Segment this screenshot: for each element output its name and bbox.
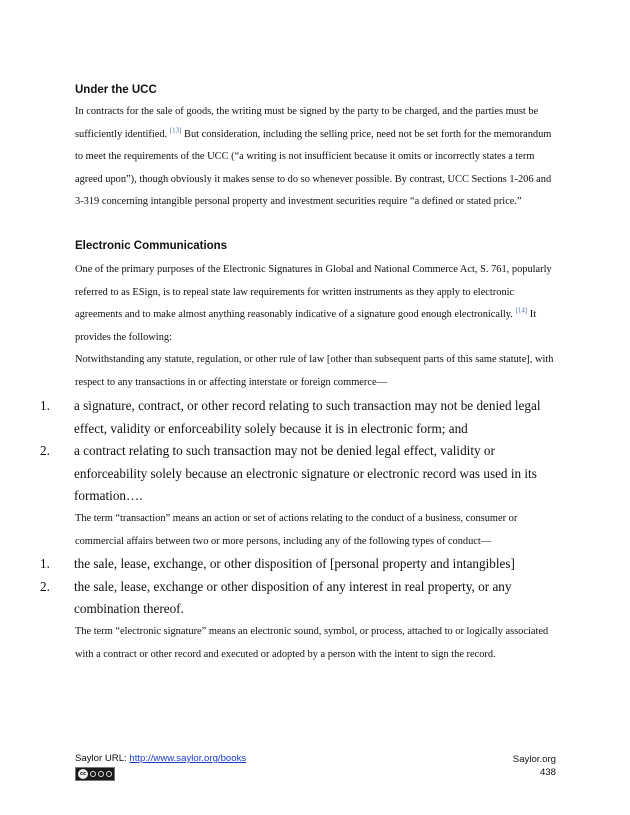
list-text: the sale, lease, exchange or other disposition of any interest in real property, or any combination thereof. (74, 578, 512, 616)
paragraph-ucc-text-b: But consideration, including the selling price, need not be set forth for the memorandum to meet the requirements of the UCC (“a writing is not insufficient because it omits or incorrectly states a term agreed upon”), though obviously it makes sense to do so whenever possible. By contrast, UCC Sections 1-206 and 3-319 concerning intangible personal property and investment securities require “a defined or stated price.” (75, 128, 552, 207)
list-number: 2. (40, 443, 50, 458)
paragraph-statute-intro: Notwithstanding any statute, regulation, or other rule of law [other than subsequent parts of this same statute], with respect to any transactions in or affecting interstate or foreign commerce— (75, 354, 554, 388)
list-item (40, 395, 560, 440)
section-heading-ucc: Under the UCC (75, 84, 157, 96)
footer-url-label: Saylor URL: (75, 753, 130, 764)
list-item (40, 440, 560, 508)
list-item (40, 553, 560, 576)
footnote-ref-13[interactable]: [13] (169, 126, 182, 135)
list-text: a signature, contract, or other record relating to such transaction may not be denied legal effect, validity or enforceability solely because it is in electronic form; and (74, 398, 541, 436)
statute-list-1 (40, 395, 560, 508)
paragraph-esign-text-a: One of the primary purposes of the Electronic Signatures in Global and National Commerce Act, S. 761, popularly referred to as ESign, is to repeal state law requirements for written instruments as they apply to electronic agreements and to make almost anything reasonably indicative of a signature good enough electronically. (75, 264, 552, 320)
paragraph-esignature-definition: The term “electronic signature” means an electronic sound, symbol, or process, attached to or logically associated with a contract or other record and executed or adopted by a person with the intent to sign the record. (75, 626, 549, 660)
paragraph-esign-text-b: It provides the following: (75, 309, 537, 343)
list-number: 1. (40, 556, 50, 571)
by-icon (90, 771, 96, 777)
footer-site: Saylor.org (512, 754, 556, 765)
paragraph-ucc (75, 101, 560, 214)
footer-right (513, 753, 556, 779)
list-text: the sale, lease, exchange, or other disposition of [personal property and intangibles] (74, 556, 515, 571)
nc-icon (98, 771, 104, 777)
cc-by-nc-sa-icon[interactable] (75, 767, 115, 781)
footer-source (75, 753, 246, 764)
paragraph-transaction-definition: The term “transaction” means an action or set of actions relating to the conduct of a business, consumer or commercial affairs between two or more persons, including any of the following types of conduct— (75, 513, 518, 547)
list-number: 2. (40, 578, 50, 594)
paragraph-ucc-text-a: In contracts for the sale of goods, the writing must be signed by the party to be charged, and the parties must be sufficiently identified. (75, 106, 539, 140)
paragraph-esign (75, 259, 560, 349)
page-number: 438 (539, 767, 556, 778)
sa-icon (106, 771, 112, 777)
footnote-ref-14[interactable]: [14] (515, 306, 528, 315)
section-heading-electronic: Electronic Communications (75, 240, 228, 252)
statute-list-2 (40, 553, 560, 621)
list-item (40, 576, 560, 621)
list-number: 1. (40, 398, 50, 413)
footer-url-link[interactable]: http://www.saylor.org/books (129, 753, 247, 764)
cc-logo-icon: cc (78, 769, 88, 779)
list-text: a contract relating to such transaction may not be denied legal effect, validity or enforceability solely because an electronic signature or electronic record was used in its formation…. (74, 443, 537, 503)
